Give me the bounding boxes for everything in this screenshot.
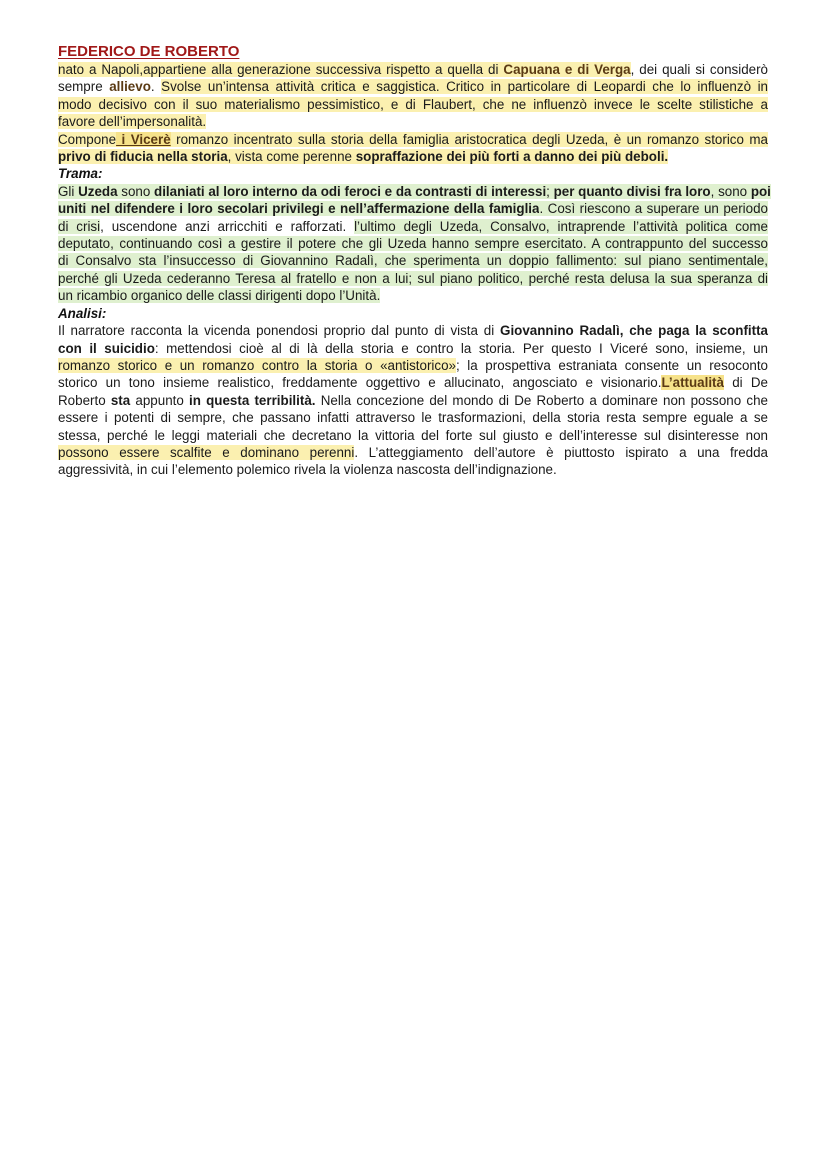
text-line: romanzo storico e un romanzo contro la storia o «antistorico»; la prospettiva estraniata consente un resoconto — [58, 357, 769, 373]
text-line: favore dell’impersonalità. — [58, 114, 207, 130]
text-line: di Consalvo sta l’insuccesso di Giovannino Radalì, che sperimenta un doppio fallimento: sul piano sentimentale, — [58, 253, 768, 269]
text-line: uniti nel difendere i loro secolari privilegi e nell’affermazione della famiglia. Così riescono a superare un periodo — [58, 201, 768, 217]
compose-paragraph — [58, 131, 768, 166]
intro-paragraph — [58, 61, 768, 131]
text-line: modo decisivo con il suo materialismo pessimistico, e di Flaubert, che ne influenzò invece le scelte stilistiche a — [58, 96, 768, 112]
analisi-heading: Analisi: — [58, 305, 107, 321]
text-line: con il suicidio: mettendosi cioè al di là della storia e contro la storia. Per questo I Viceré sono, insieme, un — [58, 340, 768, 356]
analisi-paragraph — [58, 322, 768, 479]
text-line: essere i potenti di sempre, che passano infatti attraverso le trasformazioni, della storia resta sempre eguale a se — [58, 410, 768, 426]
text-line: stessa, perché le leggi materiali che decretano la vittoria del forte sul giusto e dell’interesse sul disinteresse non — [58, 427, 768, 443]
text-line: Roberto sta appunto in questa terribilità. Nella concezione del mondo di De Roberto a dominare non possono che — [58, 392, 768, 408]
trama-heading: Trama: — [58, 166, 103, 182]
text-line: possono essere scalfite e dominano perenni. L’atteggiamento dell’autore è piuttosto ispirato a una fredda — [58, 444, 768, 460]
text-line: storico un tono insieme realistico, freddamente oggettivo e allucinato, angosciato e visionario.L’attualità di De — [58, 375, 768, 391]
text-line: nato a Napoli,appartiene alla generazione successiva rispetto a quella di Capuana e di Verga, dei quali si considerò — [58, 62, 768, 77]
text-line: deputato, continuando così a gestire il potere che gli Uzeda hanno sempre esercitato. A contrappunto del successo — [58, 236, 768, 252]
text-line: Il narratore racconta la vicenda ponendosi proprio dal punto di vista di Giovannino Radalì, che paga la sconfitta — [58, 323, 768, 339]
text-line: Gli Uzeda sono dilaniati al loro interno da odi feroci e da contrasti di interessi; per quanto divisi fra loro, sono poi — [58, 183, 771, 199]
trama-paragraph — [58, 183, 771, 305]
text-line: perché gli Uzeda cederanno Teresa al fratello e non a lui; sul piano politico, perché resta delusa la sua speranza di — [58, 270, 768, 286]
text-line: Compone i Vicerè romanzo incentrato sulla storia della famiglia aristocratica degli Uzeda, è un romanzo storico ma — [58, 131, 769, 147]
document-title: FEDERICO DE ROBERTO — [58, 43, 240, 60]
text-line: di crisi, uscendone anzi arricchiti e rafforzati. l’ultimo degli Uzeda, Consalvo, intraprende l’attività politica come — [58, 218, 768, 234]
work-title: i Vicerè — [116, 131, 171, 147]
document-body — [58, 42, 771, 479]
text-line: aggressività, in cui l’elemento polemico rivela la violenza nascosta dell’indignazione. — [58, 462, 557, 478]
text-line: sempre allievo. Svolse un’intensa attività critica e saggistica. Critico in particolare di Leopardi che lo influenzò in — [58, 79, 768, 95]
text-line: un ricambio organico delle classi dirigenti dopo l’Unità. — [58, 288, 381, 304]
text-line: privo di fiducia nella storia, vista come perenne sopraffazione dei più forti a danno dei più deboli. — [58, 149, 669, 165]
